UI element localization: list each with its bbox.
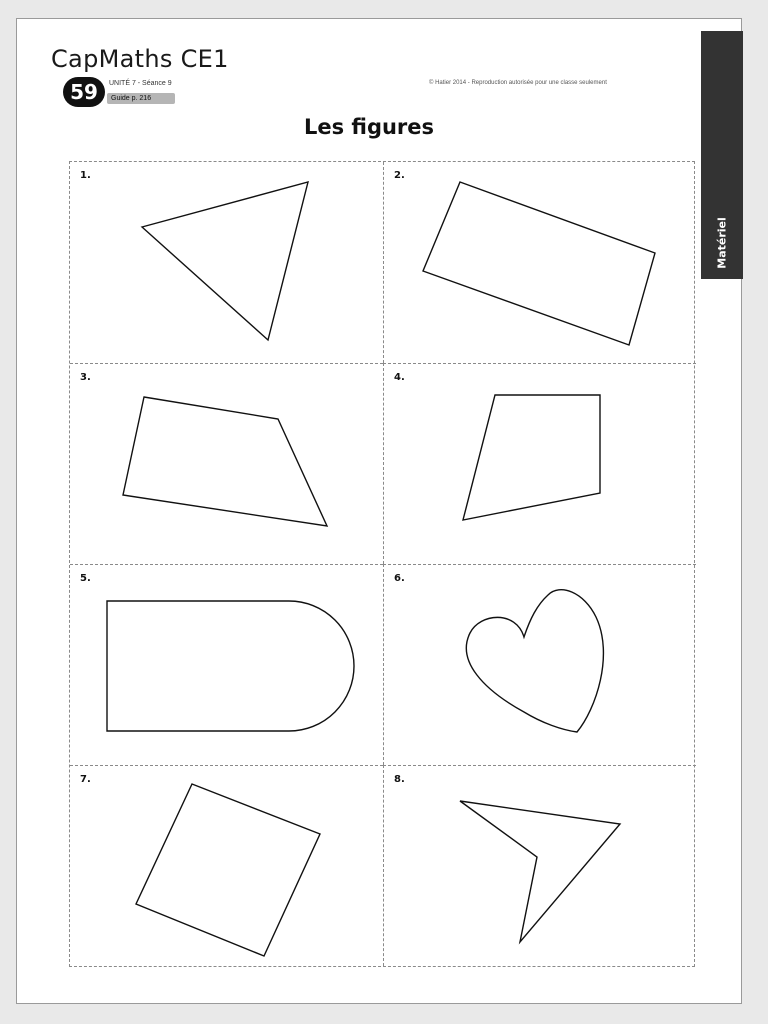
trapezoid-shape xyxy=(70,364,383,565)
figure-number: 4. xyxy=(394,372,405,383)
square-shape xyxy=(70,766,383,967)
guide-reference: Guide p. 216 xyxy=(107,93,175,104)
figure-cell-3 xyxy=(70,363,383,564)
figure-number: 5. xyxy=(80,573,91,584)
page-title: Les figures xyxy=(303,115,435,139)
side-tab xyxy=(701,31,743,279)
rounded-rectangle-shape xyxy=(70,565,383,766)
figure-cell-4 xyxy=(383,363,696,564)
copyright-notice: © Hatier 2014 - Reproduction autorisée pour une classe seulement xyxy=(429,80,607,86)
brand-title: CapMaths CE1 xyxy=(51,45,229,73)
page-number-badge: 59 xyxy=(63,77,105,107)
figure-number: 1. xyxy=(80,170,91,181)
figure-number: 7. xyxy=(80,774,91,785)
figure-number: 8. xyxy=(394,774,405,785)
arrowhead-shape xyxy=(384,766,697,967)
heart-shape xyxy=(384,565,697,766)
side-tab-label: Matériel xyxy=(715,217,729,269)
rectangle-shape xyxy=(384,162,697,363)
figure-cell-1 xyxy=(70,162,383,363)
figure-cell-8 xyxy=(383,765,696,966)
unit-line: UNITÉ 7 - Séance 9 xyxy=(109,80,172,87)
figure-cell-5 xyxy=(70,564,383,765)
figure-cell-6 xyxy=(383,564,696,765)
figures-grid xyxy=(69,161,695,967)
triangle-shape xyxy=(70,162,383,363)
figure-number: 2. xyxy=(394,170,405,181)
figure-number: 6. xyxy=(394,573,405,584)
figure-cell-2 xyxy=(383,162,696,363)
quadrilateral-shape xyxy=(384,364,697,565)
figure-cell-7 xyxy=(70,765,383,966)
figure-number: 3. xyxy=(80,372,91,383)
worksheet-page xyxy=(16,18,742,1004)
